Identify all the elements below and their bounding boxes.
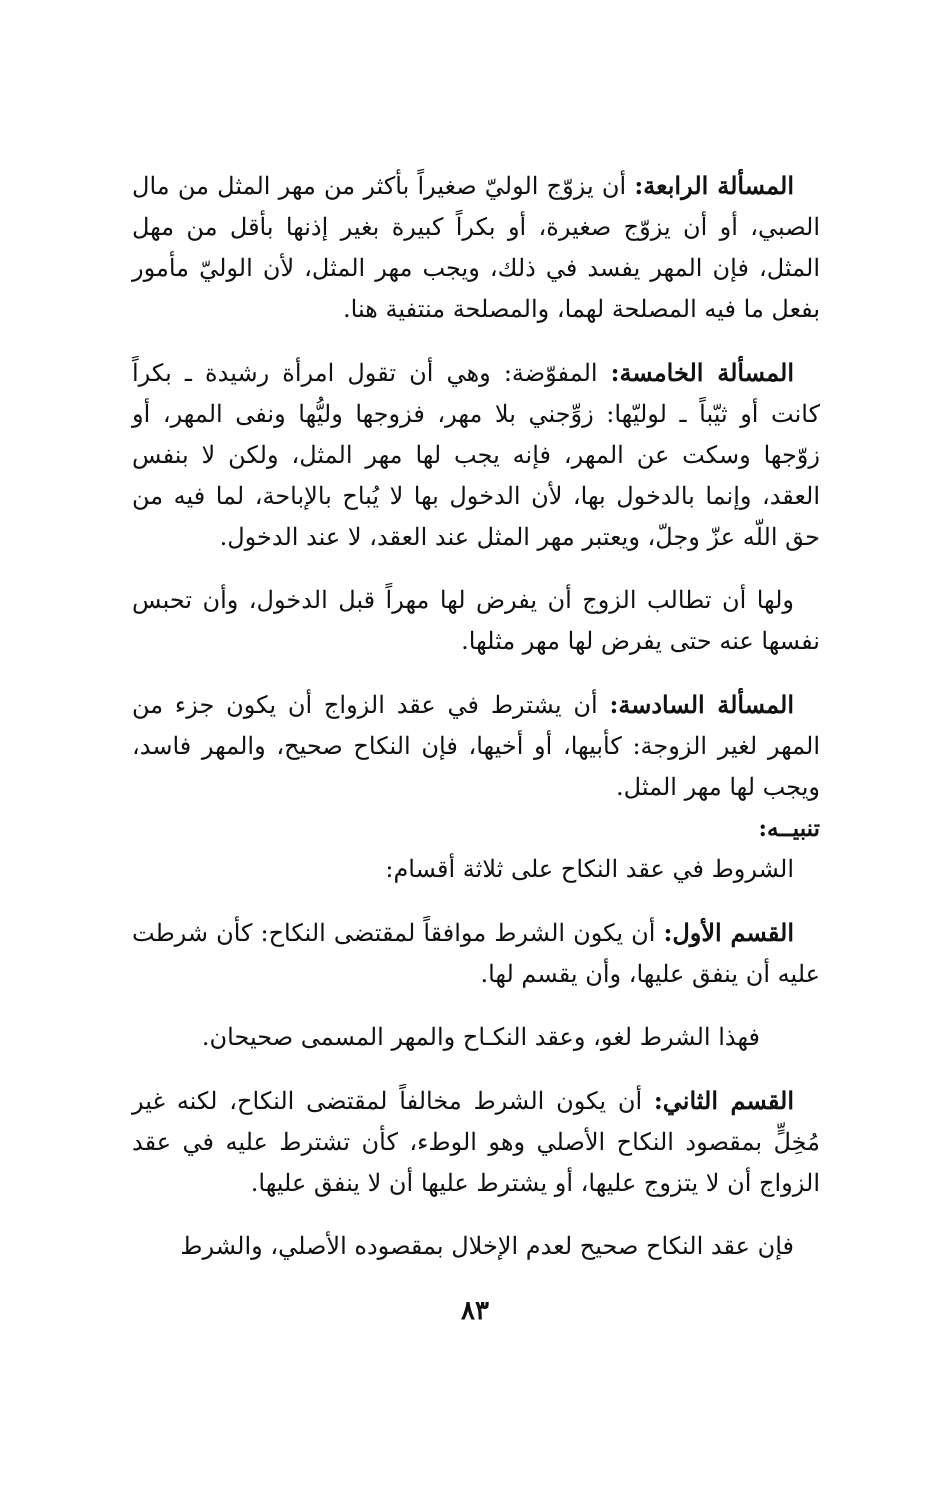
section-2-text: أن يكون الشرط مخالفاً لمقتضى النكاح، لكنه غير مُخِلٍّ بمقصود النكاح الأصلي وهو الوطء، كأن تشترط عليه في عقد الزواج أن لا يتزوج عليها، أو يشترط عليها أن لا ينفق عليها. (132, 1087, 820, 1197)
section-2-ruling: فإن عقد النكاح صحيح لعدم الإخلال بمقصوده الأصلي، والشرط (180, 1232, 794, 1260)
note-intro: الشروط في عقد النكاح على ثلاثة أقسام: (385, 855, 794, 883)
section-1-ruling: فهذا الشرط لغو، وعقد النكـاح والمهر المسمى صحيحان. (201, 1023, 760, 1051)
note-heading: تنبيــه: (758, 815, 820, 842)
issue-5-continuation: ولها أن تطالب الزوج أن يفرض لها مهراً قبل الدخول، وأن تحبس نفسها عنه حتى يفرض لها مهر مثلها. (132, 586, 820, 655)
section-2-title: القسم الثاني: (653, 1086, 795, 1115)
section-1-paragraph (132, 912, 820, 995)
issue-4-title: المسألة الرابعة: (634, 171, 794, 200)
section-1-text: أن يكون الشرط موافقاً لمقتضى النكاح: كأن شرطت عليه أن ينفق عليها، وأن يقسم لها. (132, 919, 820, 988)
issue-5-title: المسألة الخامسة: (610, 358, 794, 387)
issue-5-text: المفوّضة: وهي أن تقول امرأة رشيدة ـ بكراً كانت أو ثيّباً ـ لوليّها: زوِّجني بلا مهر، فزوجها وليُّها ونفى المهر، أو زوّجها وسكت عن المهر، فإنه يجب لها مهر المثل، ولكن لا بنفس العقد، وإنما بالدخول بها، لأن الدخول بها لا يُباح بالإباحة، لما فيه من حق اللّه عزّ وجلّ، ويعتبر مهر المثل عند العقد، لا عند الدخول. (132, 359, 820, 551)
issue-4-paragraph (132, 165, 820, 330)
issue-5-paragraph (132, 352, 820, 558)
issue-6-paragraph (132, 684, 820, 808)
issue-4-text: أن يزوّج الوليّ صغيراً بأكثر من مهر المثل من مال الصبي، أو أن يزوّج صغيرة، أو بكراً كبيرة بغير إذنها بأقل من مهل المثل، فإن المهر يفسد في ذلك، ويجب مهر المثل، لأن الوليّ مأمور بفعل ما فيه المصلحة لهما، والمصلحة منتفية هنا. (132, 172, 821, 323)
page-body (132, 165, 820, 1267)
section-1-title: القسم الأول: (663, 918, 794, 947)
issue-6-title: المسألة السادسة: (609, 690, 794, 719)
page-number: ٨٣ (461, 1296, 489, 1326)
section-2-paragraph (132, 1080, 820, 1204)
issue-6-text: أن يشترط في عقد الزواج أن يكون جزء من المهر لغير الزوجة: كأبيها، أو أخيها، فإن النكاح صحيح، والمهر فاسد، ويجب لها مهر المثل. (132, 691, 820, 801)
